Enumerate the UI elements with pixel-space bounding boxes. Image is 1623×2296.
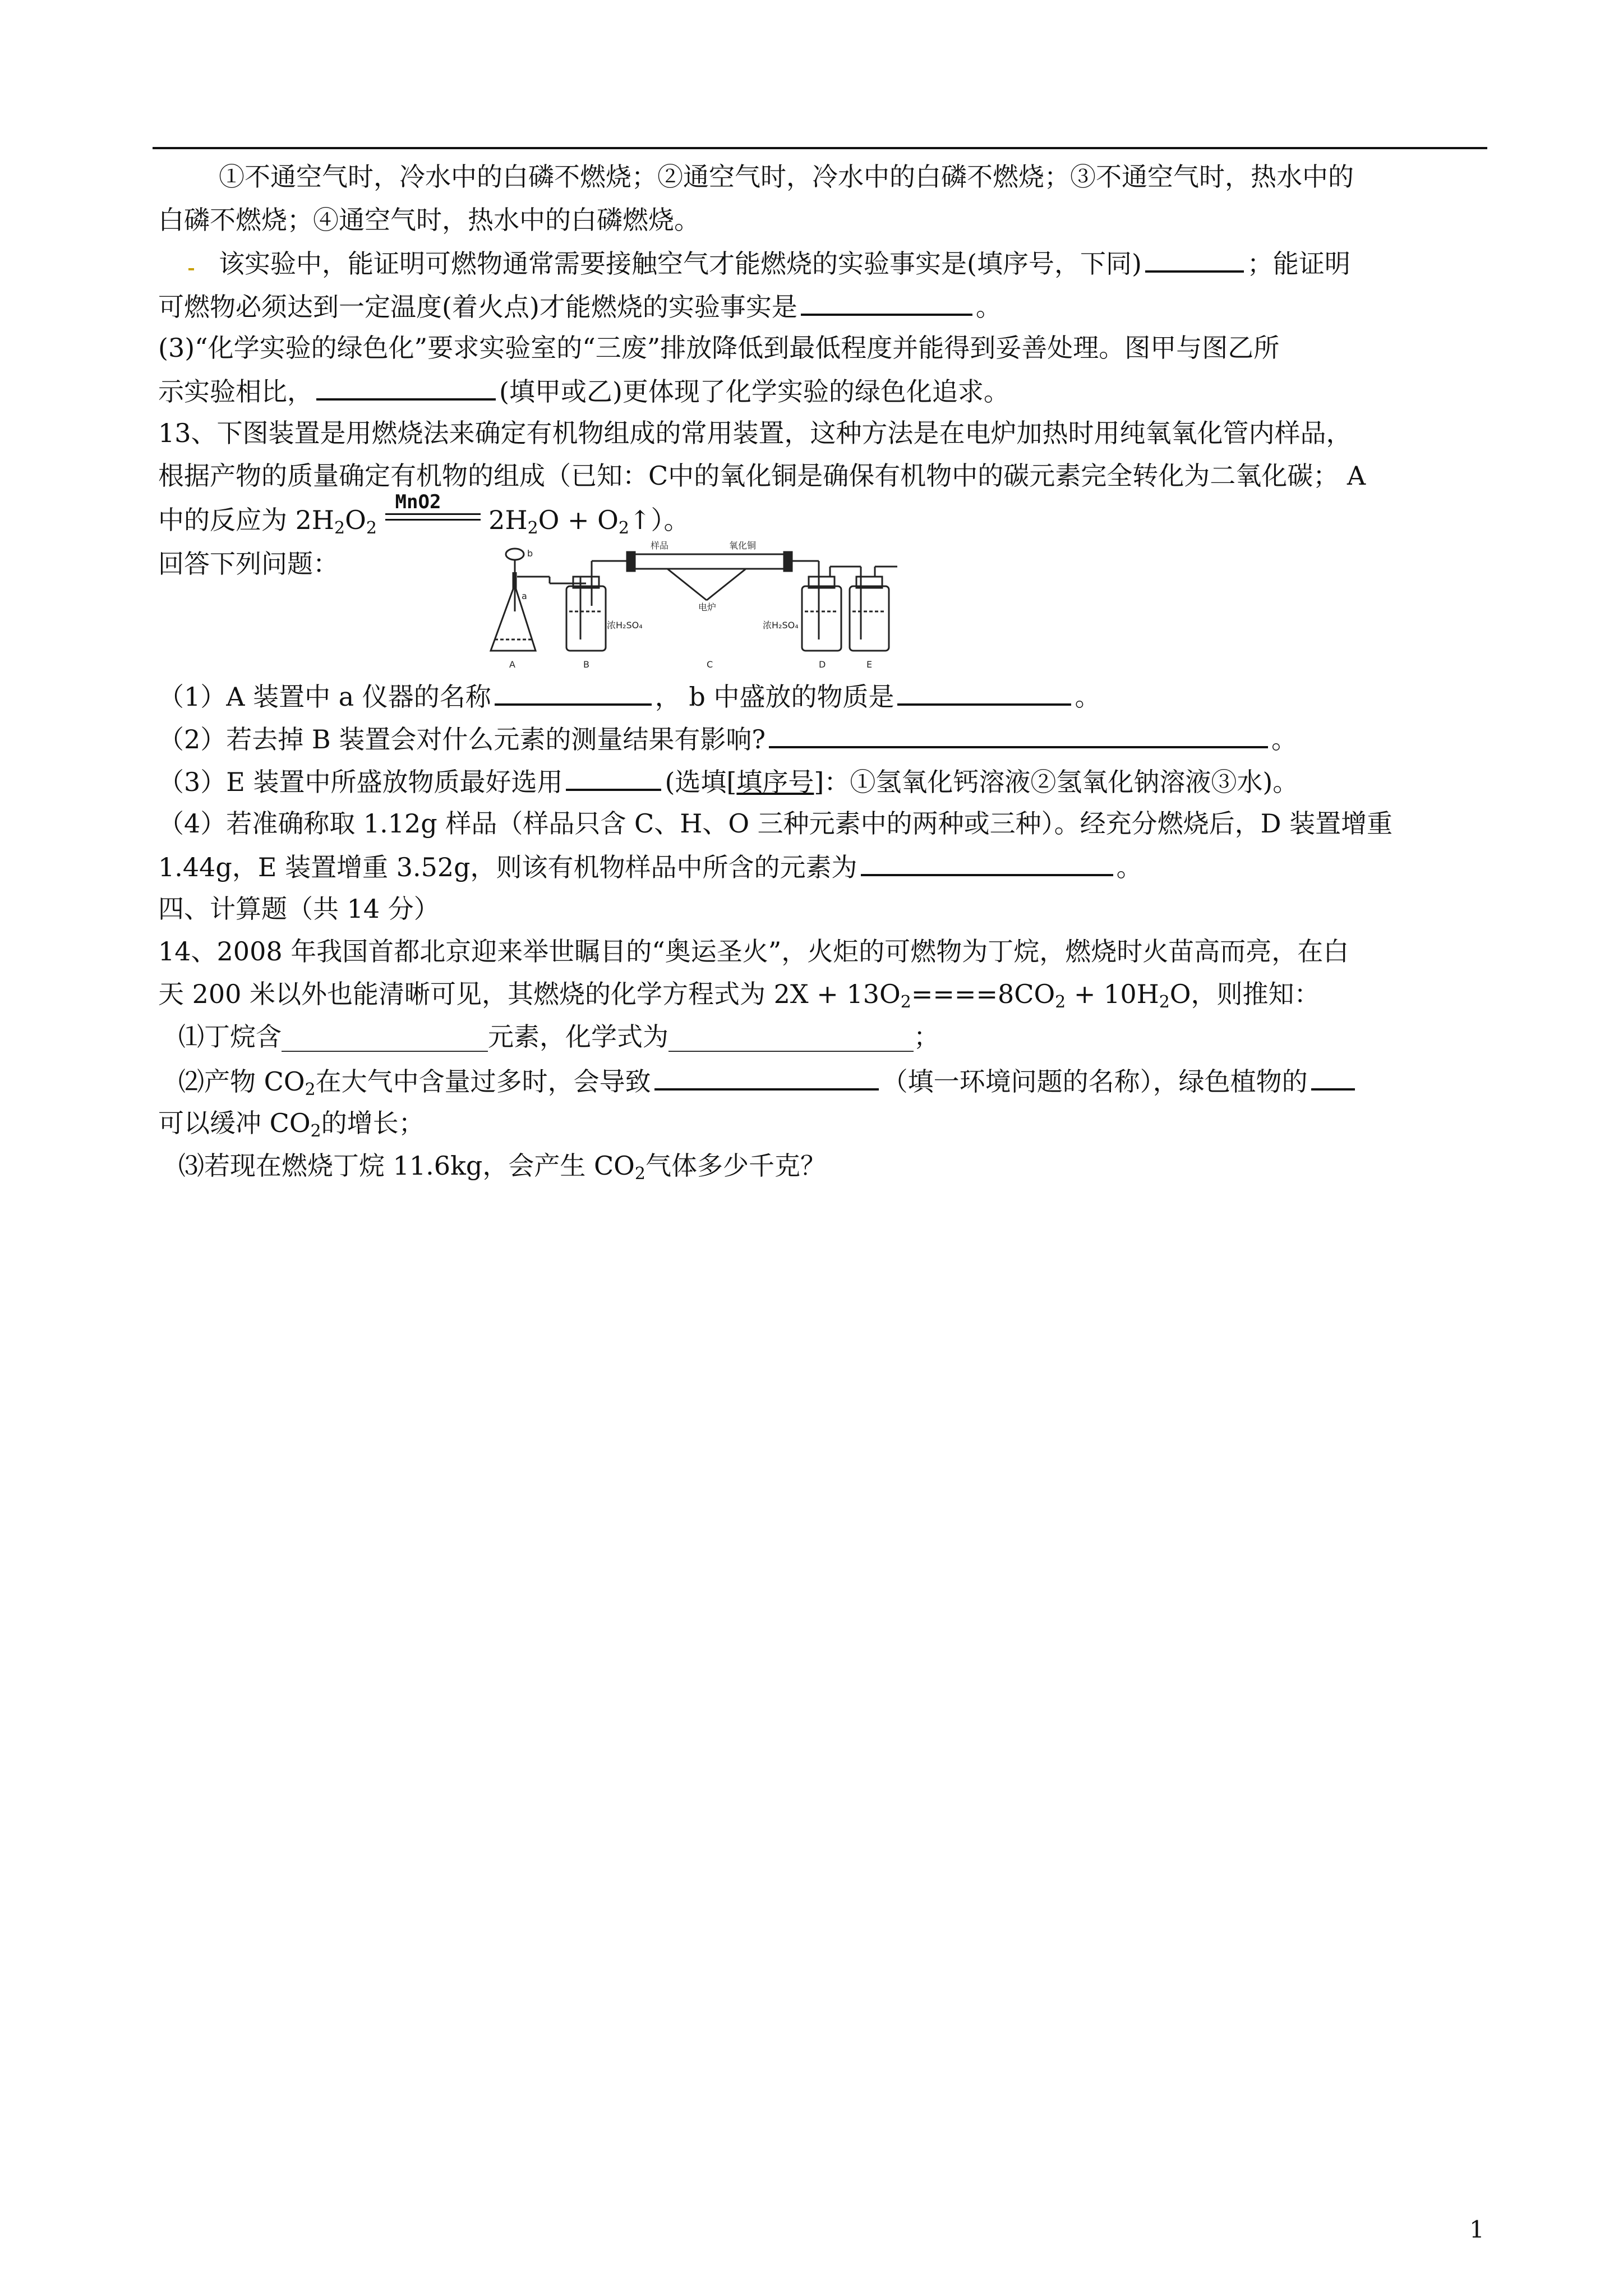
q14-2-text: 在大气中含量过多时，会导致 <box>315 1066 651 1097</box>
bottle-d <box>802 586 841 651</box>
q13-3-text: （3）E 装置中所盛放物质最好选用 <box>158 767 563 797</box>
tube-c <box>628 554 791 569</box>
eq-part: 的增长； <box>321 1108 425 1138</box>
funnel-a <box>506 549 524 560</box>
q14-2-text-2: （填一环境问题的名称），绿色植物的 <box>882 1066 1308 1097</box>
q13-1-end: 。 <box>1075 682 1101 712</box>
text-line-8: 根据产物的质量确定有机物的组成（已知：C中的氧化铜是确保有机物中的碳元素完全转化为二氧化碳； A <box>158 461 1366 491</box>
answer-blank-elements[interactable] <box>861 849 1113 876</box>
apparatus-diagram <box>482 539 909 673</box>
letter-a: A <box>509 659 515 670</box>
text-line-4 <box>158 289 1002 324</box>
q13-1 <box>158 679 1100 714</box>
q14-part-2b <box>158 1106 425 1148</box>
q13-3-text-2: (选填[ <box>665 767 737 797</box>
eq-sub: 2 <box>1055 992 1066 1012</box>
eq-sub: 2 <box>900 992 911 1012</box>
q13-4-text: 1.44g，E 装置增重 3.52g，则该有机物样品中所含的元素为 <box>158 852 857 882</box>
eq-part: O <box>345 505 366 535</box>
eq-part: ⑵产物 CO <box>178 1066 305 1097</box>
q13-3-underlined: 填序号 <box>736 767 814 797</box>
eq-part: + 10H <box>1066 979 1159 1009</box>
q-fact-air-tail: ；能证明 <box>1247 249 1350 279</box>
q13-1-text-2: ， b 中盛放的物质是 <box>654 682 895 712</box>
label-cuo: 氧化铜 <box>729 540 757 551</box>
q14-part-2 <box>178 1064 1358 1107</box>
eq-sub: 2 <box>366 518 377 538</box>
answer-blank-green[interactable] <box>316 374 496 401</box>
bottle-b <box>566 586 606 651</box>
q13-3-options: ]：①氢氧化钙溶液②氢氧化钠溶液③水)。 <box>814 767 1299 797</box>
eq-part: ====8CO <box>911 979 1055 1009</box>
q-fact-temp-tail: 。 <box>975 292 1002 322</box>
page-number: 1 <box>1469 2216 1484 2243</box>
letter-d: D <box>819 659 826 670</box>
text-line-1: ①不通空气时，冷水中的白磷不燃烧；②通空气时，冷水中的白磷不燃烧；③不通空气时，热水中的 <box>219 162 1354 192</box>
q14-part-1: ⑴丁烷含________________元素，化学式为___________________； <box>178 1022 939 1052</box>
q14-part-3 <box>178 1149 826 1191</box>
eq-part: 可以缓冲 CO <box>158 1108 311 1138</box>
eq-part: O，则推知： <box>1169 979 1320 1009</box>
eq-part: 2H <box>488 505 528 535</box>
bottle-e <box>850 586 889 651</box>
q-green-tail: (填甲或乙)更体现了化学实验的绿色化追求。 <box>499 376 1009 407</box>
text-line-6 <box>158 374 1009 408</box>
eq-sub: 2 <box>310 1121 321 1141</box>
eq-part: O + O <box>538 505 619 535</box>
text-line-2: 白磷不燃烧；④通空气时，热水中的白磷燃烧。 <box>158 205 700 235</box>
eq-part: 气体多少千克？ <box>645 1151 826 1181</box>
header-rule <box>153 147 1487 149</box>
eq-sub: 2 <box>634 1164 645 1184</box>
q13-1-text: （1）A 装置中 a 仪器的名称 <box>158 682 491 712</box>
answer-blank-a-name[interactable] <box>495 679 652 706</box>
eq-part: 天 200 米以外也能清晰可见，其燃烧的化学方程式为 2X + 13O <box>158 979 901 1009</box>
q13-3 <box>158 764 1298 799</box>
reaction-condition <box>385 491 481 532</box>
eq-sub: 2 <box>618 518 629 538</box>
q13-2-end: 。 <box>1271 724 1297 754</box>
text-line-7: 13、下图装置是用燃烧法来确定有机物组成的常用装置，这种方法是在电炉加热时用纯氧氧化管内样品， <box>158 418 1352 448</box>
eq-part: ⑶若现在燃烧丁烷 11.6kg，会产生 CO <box>178 1151 635 1181</box>
answer-blank-b-content[interactable] <box>897 679 1071 706</box>
eq-sub: 2 <box>334 518 345 538</box>
label-h2so4-d: 浓H₂SO₄ <box>763 620 799 631</box>
catalyst-label: MnO2 <box>395 491 441 513</box>
label-h2so4-b: 浓H₂SO₄ <box>607 620 643 631</box>
q14-line-1: 14、2008 年我国首都北京迎来举世瞩目的“奥运圣火”，火炬的可燃物为丁烷，燃烧时火苗高而亮，在白 <box>158 936 1349 967</box>
eq-part: 中的反应为 2H <box>158 505 335 535</box>
section-heading: 四、计算题（共 14 分） <box>158 894 440 924</box>
answer-blank-env[interactable] <box>654 1064 879 1091</box>
label-a: a <box>522 591 527 601</box>
answer-blank-plant[interactable] <box>1311 1064 1355 1091</box>
q13-4-end: 。 <box>1116 852 1142 882</box>
eq-sub: 2 <box>527 518 538 538</box>
eq-part: ↑）。 <box>629 505 690 535</box>
text-line-3 <box>219 246 1350 280</box>
q-fact-temp: 可燃物必须达到一定温度(着火点)才能燃烧的实验事实是 <box>158 292 797 322</box>
text-line-5: (3)“化学实验的绿色化”要求实验室的“三废”排放降低到最低程度并能得到妥善处理。图甲与图乙所 <box>158 333 1280 363</box>
eq-sub: 2 <box>1159 992 1170 1012</box>
q14-line-2 <box>158 977 1320 1019</box>
letter-e: E <box>866 659 873 670</box>
q-fact-air: 该实验中，能证明可燃物通常需要接触空气才能燃烧的实验事实是(填序号，下同) <box>219 249 1142 279</box>
answer-blank-temp[interactable] <box>801 289 972 316</box>
answer-blank-air[interactable] <box>1145 246 1244 273</box>
answer-blank-element[interactable] <box>769 721 1268 748</box>
q13-4: （4）若准确称取 1.12g 样品（样品只含 C、H、O 三种元素中的两种或三种）。经充分燃烧后，D 装置增重 <box>158 808 1393 839</box>
q-green-head: 示实验相比， <box>158 376 313 407</box>
letter-c: C <box>707 659 713 670</box>
text-line-10: 回答下列问题： <box>158 549 339 579</box>
q13-4b <box>158 849 1142 884</box>
letter-b: B <box>583 659 589 670</box>
q13-2-text: （2）若去掉 B 装置会对什么元素的测量结果有影响? <box>158 724 766 754</box>
eq-sub: 2 <box>305 1080 316 1099</box>
q13-2 <box>158 721 1297 756</box>
label-furnace: 电炉 <box>698 602 717 613</box>
answer-blank-e-choice[interactable] <box>566 764 661 791</box>
label-b: b <box>527 548 533 559</box>
mark-dot <box>188 268 194 270</box>
label-sample: 样品 <box>651 540 669 551</box>
